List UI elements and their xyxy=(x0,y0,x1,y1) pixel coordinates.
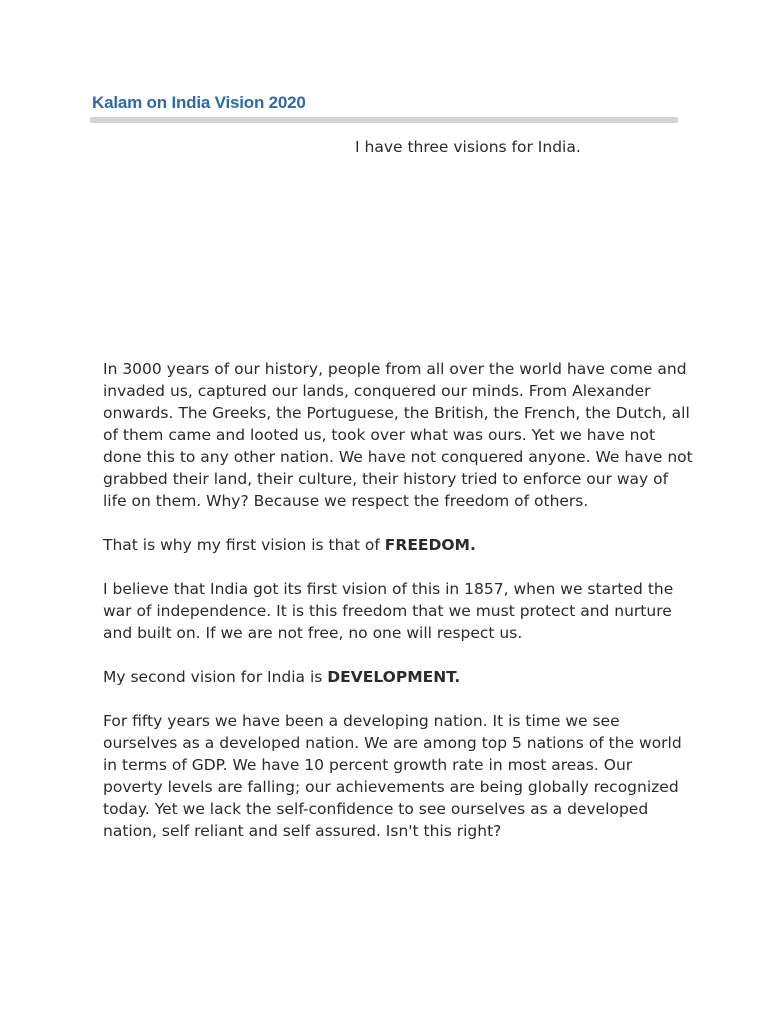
vision-development-prefix: My second vision for India is xyxy=(103,668,328,686)
vision-freedom-line xyxy=(103,534,693,556)
paragraph-history: In 3000 years of our history, people from all over the world have come and invaded us, captured our lands, conquered our minds. From Alexander onwards. The Greeks, the Portuguese, the British, the French, the Dutch, all of them came and looted us, took over what was ours. Yet we have not done this to any other nation. We have not conquered anyone. We have not grabbed their land, their culture, their history tried to enforce our way of life on them. Why? Because we respect the freedom of others. xyxy=(103,360,693,510)
document-title: Kalam on India Vision 2020 xyxy=(92,93,306,112)
vision-development-line xyxy=(103,666,693,688)
vision-freedom-prefix: That is why my first vision is that of xyxy=(103,536,385,554)
paragraph-independence: I believe that India got its first vision of this in 1857, when we started the war of independence. It is this freedom that we must protect and nurture and built on. If we are not free, no one will respect us. xyxy=(103,580,674,642)
document-body xyxy=(103,358,693,864)
vision-development-keyword: DEVELOPMENT. xyxy=(327,668,461,686)
vision-freedom-keyword: FREEDOM. xyxy=(384,536,476,554)
paragraph-development: For fifty years we have been a developing nation. It is time we see ourselves as a developed nation. We are among top 5 nations of the world in terms of GDP. We have 10 percent growth rate in most areas. Our poverty levels are falling; our achievements are being globally recognized today. Yet we lack the self-confidence to see ourselves as a developed nation, self reliant and self assured. Isn't this right? xyxy=(103,712,682,840)
title-divider xyxy=(90,117,678,123)
intro-line: I have three visions for India. xyxy=(355,138,581,156)
